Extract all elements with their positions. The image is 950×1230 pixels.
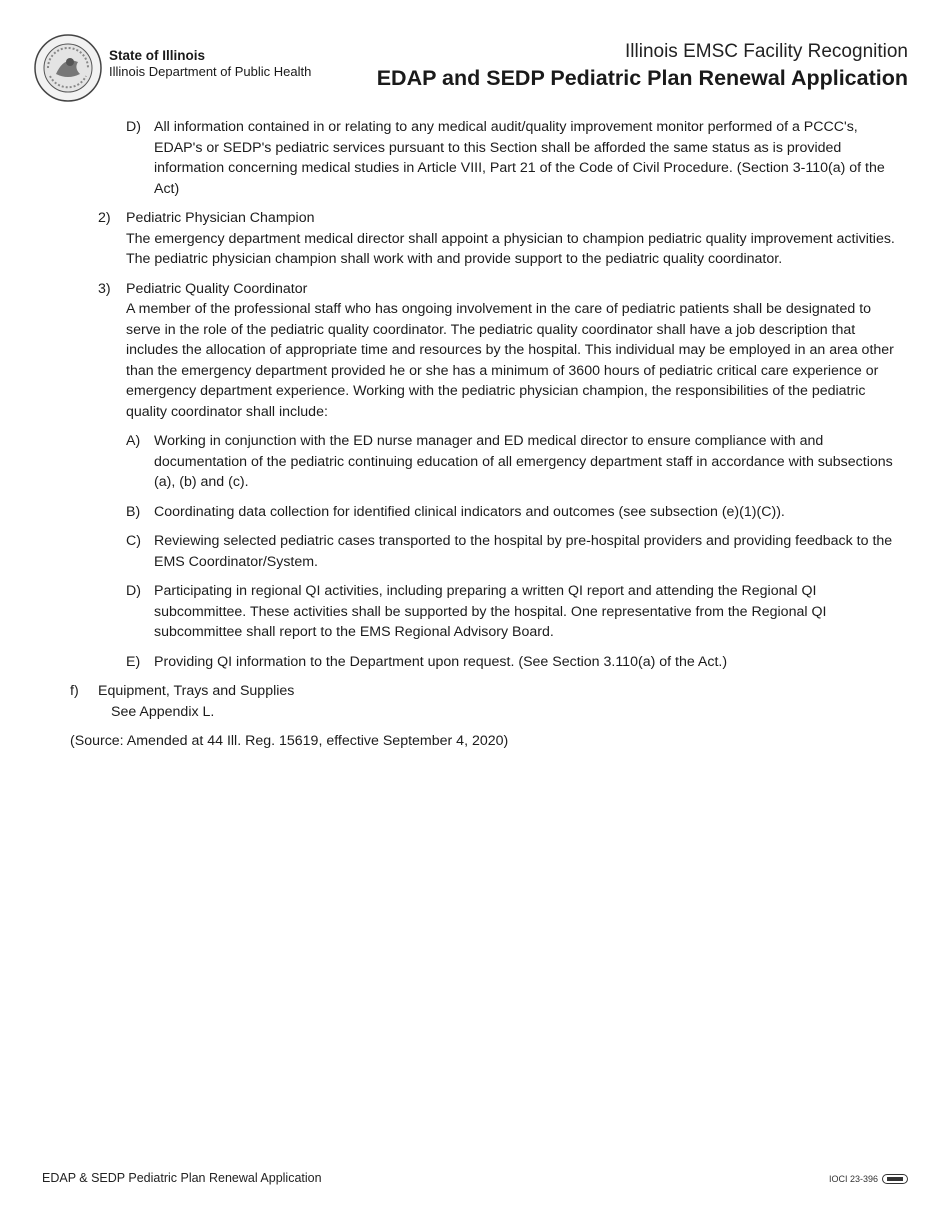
section-text: See Appendix L. <box>111 703 215 720</box>
list-marker: B) <box>126 503 141 520</box>
list-marker: C) <box>126 533 141 549</box>
list-marker: A) <box>126 433 141 449</box>
section-heading: Pediatric Physician Champion <box>126 210 315 226</box>
section-heading: Equipment, Trays and Supplies <box>98 683 295 699</box>
document-title: EDAP and SEDP Pediatric Plan Renewal Application <box>376 66 908 90</box>
source-citation: (Source: Amended at 44 Ill. Reg. 15619, effective September 4, 2020) <box>70 733 509 749</box>
list-item-text: Working in conjunction with the ED nurse manager and ED medical director to ensure compliance with and documentation of the pediatric continuing education of all emergency department staff in accordance with subsections (a), (b) and (c). <box>154 433 893 490</box>
list-item <box>126 581 906 643</box>
list-marker: f) <box>70 683 79 699</box>
section-physician-champion <box>98 208 898 270</box>
responsibilities-list <box>0 431 950 672</box>
agency-state: State of Illinois <box>109 48 206 63</box>
list-item <box>126 117 906 199</box>
union-label-icon <box>882 1174 908 1184</box>
list-marker: D) <box>126 119 141 135</box>
document-body <box>0 117 950 752</box>
section-heading: Pediatric Quality Coordinator <box>126 280 308 297</box>
section-equipment <box>70 681 900 722</box>
page-header <box>0 0 950 110</box>
list-item <box>126 531 906 572</box>
footer-document-name: EDAP & SEDP Pediatric Plan Renewal Application <box>42 1171 322 1185</box>
list-marker: D) <box>126 583 141 599</box>
section-quality-coordinator <box>98 279 898 423</box>
section-text: A member of the professional staff who has ongoing involvement in the care of pediatric patients shall be designated to serve in the role of the pediatric quality coordinator. The pediatric quality coordinator shall have a job description that includes the allocation of appropriate time and resources by the hospital. This individual may be employed in an area other than the emergency department provided he or she has a minimum of 3600 hours of pediatric critical care experience or emergency department experience. Working with the pediatric physician champion, the responsibilities of the pediatric quality coordinator shall include: <box>126 301 894 420</box>
list-item-text: All information contained in or relating to any medical audit/quality improvement monitor performed of a PCCC's, EDAP's or SEDP's pediatric services pursuant to this Section shall be afforded the same status as is provided information concerning medical studies in Article VIII, Part 21 of the Code of Civil Procedure. (Section 3-110(a) of the Act) <box>154 119 885 197</box>
list-item-text: Coordinating data collection for identified clinical indicators and outcomes (see subsection (e)(1)(C)). <box>154 503 785 520</box>
section-text: The emergency department medical director shall appoint a physician to champion pediatric quality improvement activities. The pediatric physician champion shall work with and provide support to the pediatric quality coordinator. <box>126 230 895 267</box>
list-item <box>126 502 906 523</box>
document-titles <box>377 40 908 92</box>
list-marker: 2) <box>98 210 111 226</box>
list-item <box>126 431 906 493</box>
print-code: IOCI 23-396 <box>828 1174 878 1184</box>
illinois-state-seal-icon <box>34 34 102 102</box>
list-marker: E) <box>126 653 141 670</box>
list-item <box>126 652 906 673</box>
list-marker: 3) <box>98 280 111 297</box>
list-item-text: Participating in regional QI activities, including preparing a written QI report and attending the Regional QI subcommittee. These activities shall be supported by the hospital. One representative from the Regional QI subcommittee shall report to the EMS Regional Advisory Board. <box>154 583 827 640</box>
list-item-text: Reviewing selected pediatric cases transported to the hospital by pre-hospital providers and providing feedback to the EMS Coordinator/System. <box>154 533 893 570</box>
program-title: Illinois EMSC Facility Recognition <box>625 41 908 62</box>
footer-print-code <box>829 1174 908 1184</box>
agency-block <box>109 48 311 80</box>
list-item-text: Providing QI information to the Department upon request. (See Section 3.110(a) of the Act.) <box>154 653 728 670</box>
agency-department: Illinois Department of Public Health <box>109 64 312 79</box>
